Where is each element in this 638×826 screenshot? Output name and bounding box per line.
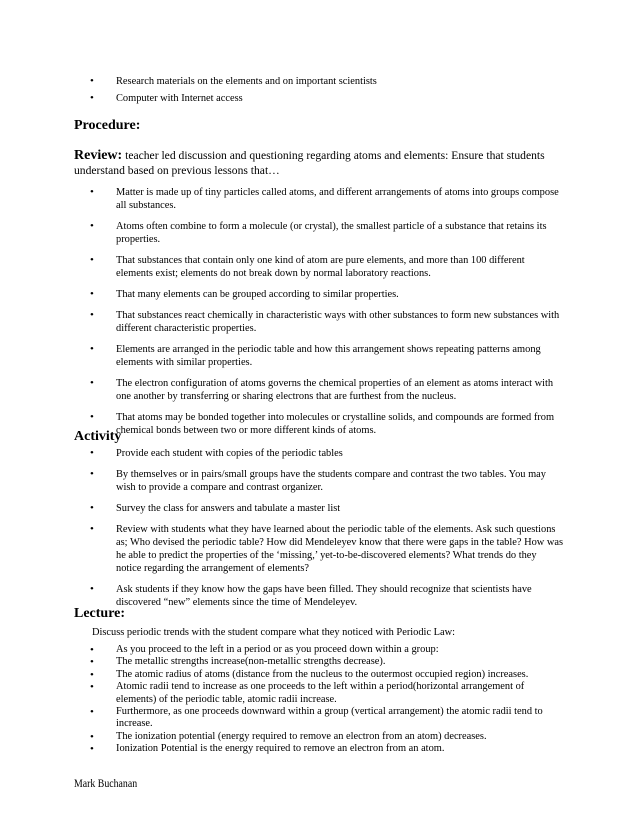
bullet: • xyxy=(90,656,94,669)
review-lead: Review: xyxy=(74,148,123,163)
list-item xyxy=(90,743,564,755)
bullet: • xyxy=(90,377,94,389)
list-item xyxy=(90,75,560,92)
list-item xyxy=(90,220,564,246)
lecture-heading: Lecture: xyxy=(74,606,126,621)
list-item xyxy=(90,343,564,369)
list-item-text: Survey the class for answers and tabulate a master list xyxy=(116,503,341,514)
bullet: • xyxy=(90,186,94,198)
list-item xyxy=(90,377,564,403)
lecture-intro: Discuss periodic trends with the student compare what they noticed with Periodic Law: xyxy=(92,627,456,638)
list-item xyxy=(90,309,564,335)
bullet: • xyxy=(90,583,94,595)
list-item xyxy=(90,92,560,109)
review-paragraph xyxy=(74,148,554,178)
list-item xyxy=(90,669,564,681)
list-item xyxy=(90,254,564,280)
bullet: • xyxy=(90,681,94,694)
materials-list xyxy=(90,75,560,109)
list-item-text: That many elements can be grouped according to similar properties. xyxy=(116,289,399,300)
list-item xyxy=(90,681,564,706)
activity-heading: Activity xyxy=(74,429,122,444)
list-item-text: As you proceed to the left in a period or as you proceed down within a group: xyxy=(116,644,439,655)
list-item xyxy=(90,644,564,656)
list-item xyxy=(90,523,564,575)
bullet: • xyxy=(90,309,94,321)
list-item-text: That substances that contain only one kind of atom are pure elements, and more than 100 different elements exist; elements do not break down by normal laboratory reactions. xyxy=(116,255,525,279)
list-item-text: Ionization Potential is the energy required to remove an electron from an atom. xyxy=(116,743,445,755)
list-item-text: Provide each student with copies of the periodic tables xyxy=(116,448,343,459)
list-item-text: Furthermore, as one proceeds downward within a group (vertical arrangement) the atomic radii tend to increase. xyxy=(116,706,543,730)
bullet: • xyxy=(90,706,94,719)
bullet: • xyxy=(90,523,94,535)
list-item-text: The ionization potential (energy required to remove an electron from an atom) decreases. xyxy=(116,730,487,742)
bullet: • xyxy=(90,644,94,656)
list-item xyxy=(90,502,564,515)
list-item xyxy=(90,447,564,460)
review-list xyxy=(90,186,564,445)
footer-author: Mark Buchanan xyxy=(74,776,138,790)
list-item-text: By themselves or in pairs/small groups have the students compare and contrast the two tables. You may wish to provide a compare and contrast organizer. xyxy=(116,469,546,493)
list-item xyxy=(90,186,564,212)
list-item-text: The metallic strengths increase(non-metallic strengths decrease). xyxy=(116,656,386,668)
bullet: • xyxy=(90,411,94,423)
list-item xyxy=(90,731,564,743)
bullet: • xyxy=(90,220,94,232)
bullet: • xyxy=(90,668,94,681)
bullet: • xyxy=(90,730,94,743)
list-item xyxy=(90,656,564,668)
list-item-text: Review with students what they have learned about the periodic table of the elements. Ask such questions as; Who devised the periodic table? How did Mendeleyev know that there were gaps in the table? How was he able to predict the properties of the ‘missing,’ yet-to-be-discovered elements? What trends do they notice regarding the arrangement of elements? xyxy=(116,524,564,574)
list-item-text: Atoms often combine to form a molecule (or crystal), the smallest particle of a substance that retains its properties. xyxy=(116,221,547,245)
activity-list xyxy=(90,447,564,617)
review-text: teacher led discussion and questioning regarding atoms and elements: Ensure that students understand based on previous lessons that… xyxy=(74,149,545,177)
bullet: • xyxy=(90,502,94,514)
bullet: • xyxy=(90,254,94,266)
bullet: • xyxy=(90,92,94,104)
list-item-text: Computer with Internet access xyxy=(116,93,243,104)
bullet: • xyxy=(90,75,94,87)
bullet: • xyxy=(90,447,94,459)
list-item xyxy=(90,706,564,731)
list-item-text: Elements are arranged in the periodic table and how this arrangement shows repeating patterns among elements with similar properties. xyxy=(116,344,541,368)
list-item-text: Ask students if they know how the gaps have been filled. They should recognize that scientists have discovered “new” elements since the time of Mendeleyev. xyxy=(116,584,532,608)
list-item xyxy=(90,411,564,437)
list-item-text: Matter is made up of tiny particles called atoms, and different arrangements of atoms into groups compose all substances. xyxy=(116,187,559,211)
list-item-text: Research materials on the elements and on important scientists xyxy=(116,76,377,87)
list-item xyxy=(90,288,564,301)
bullet: • xyxy=(90,743,94,756)
list-item-text: The electron configuration of atoms governs the chemical properties of an element as atoms interact with one another by transferring or sharing electrons that are furthest from the nucleus. xyxy=(116,378,554,402)
list-item xyxy=(90,583,564,609)
bullet: • xyxy=(90,468,94,480)
bullet: • xyxy=(90,288,94,300)
bullet: • xyxy=(90,343,94,355)
list-item-text: That atoms may be bonded together into molecules or crystalline solids, and compounds are formed from chemical bonds between two or more different kinds of atoms. xyxy=(116,412,555,436)
lecture-list xyxy=(90,644,564,756)
list-item xyxy=(90,468,564,494)
list-item-text: The atomic radius of atoms (distance from the nucleus to the outermost occupied region) increases. xyxy=(116,668,529,680)
list-item-text: Atomic radii tend to increase as one proceeds to the left within a period(horizontal arrangement of elements) of the periodic table, atomic radii increase. xyxy=(116,681,525,705)
list-item-text: That substances react chemically in characteristic ways with other substances to form new substances with different characteristic properties. xyxy=(116,310,560,334)
procedure-heading: Procedure: xyxy=(74,118,141,133)
